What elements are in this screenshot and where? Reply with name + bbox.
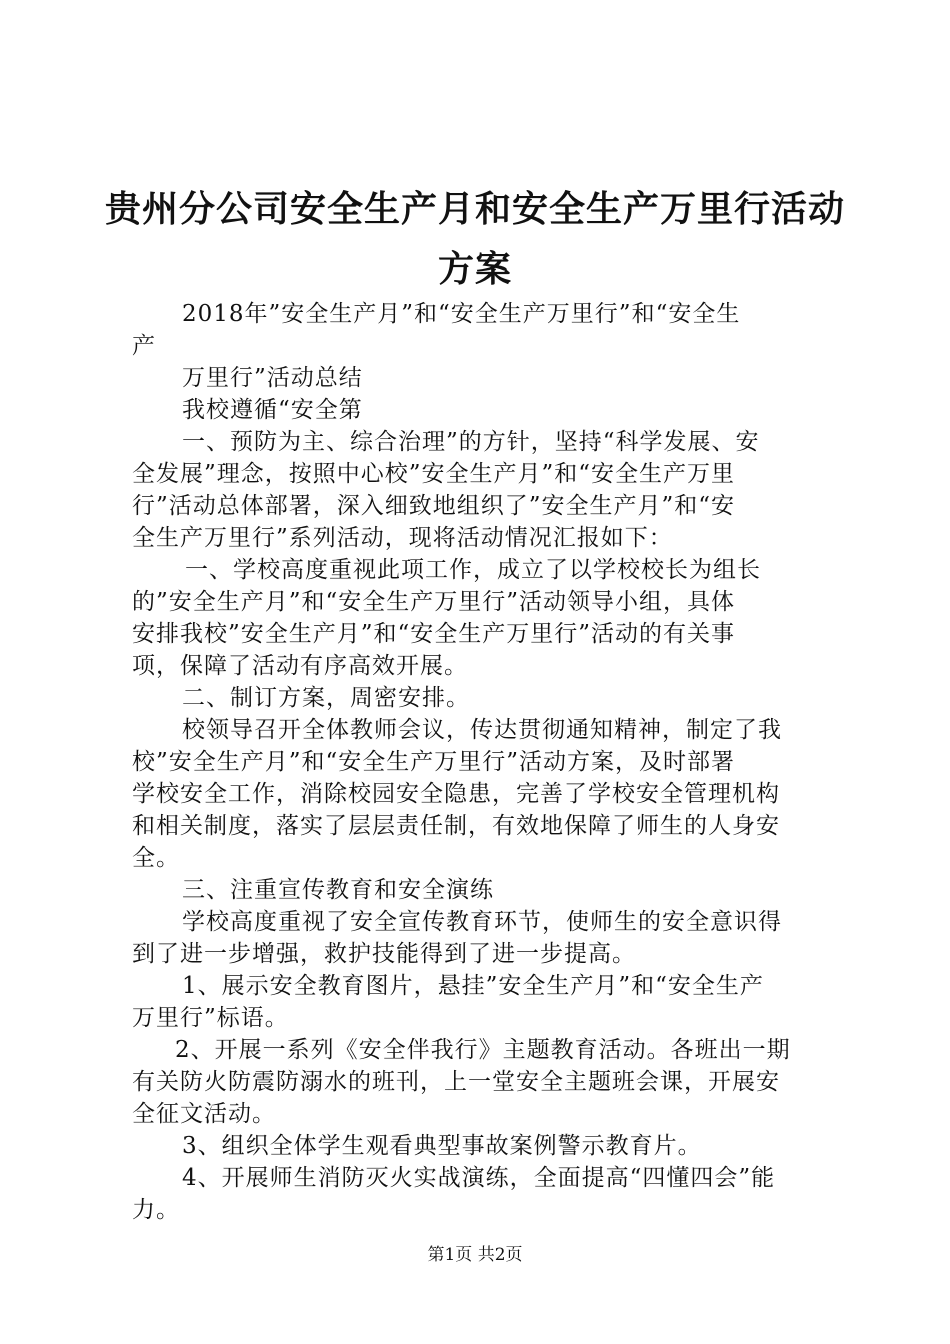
body-line: 一、学校高度重视此项工作，成立了以学校校长为组长 [185, 557, 761, 583]
body-line: 2018年”安全生产月”和“安全生产万里行”和“安全生 [182, 301, 741, 327]
body-line: 有关防火防震防溺水的班刊，上一堂安全主题班会课，开展安 [132, 1069, 780, 1095]
body-line: 安排我校”安全生产月”和“安全生产万里行”活动的有关事 [132, 621, 736, 647]
body-line: 我校遵循“安全第 [182, 397, 363, 423]
body-line: 三、注重宣传教育和安全演练 [182, 877, 494, 903]
document-title-line-1: 贵州分公司安全生产月和安全生产万里行活动 [104, 189, 845, 230]
body-line: 全征文活动。 [132, 1101, 276, 1127]
body-line: 学校安全工作，消除校园安全隐患，完善了学校安全管理机构 [132, 781, 780, 807]
body-line: 学校高度重视了安全宣传教育环节，使师生的安全意识得 [182, 909, 782, 935]
body-line: 全。 [132, 845, 180, 871]
body-line: 校领导召开全体教师会议，传达贯彻通知精神，制定了我 [182, 717, 782, 743]
body-line: 产 [132, 333, 156, 359]
body-line: 万里行”活动总结 [182, 365, 363, 391]
body-line: 万里行”标语。 [132, 1005, 289, 1031]
body-line: 全发展”理念，按照中心校”安全生产月”和“安全生产万里 [132, 461, 736, 487]
body-line: 项，保障了活动有序高效开展。 [132, 653, 468, 679]
body-line: 二、制订方案，周密安排。 [182, 685, 470, 711]
body-line: 到了进一步增强，救护技能得到了进一步提高。 [132, 941, 636, 967]
body-line: 的”安全生产月”和“安全生产万里行”活动领导小组，具体 [132, 589, 736, 615]
body-line: 2、开展一系列《安全伴我行》主题教育活动。各班出一期 [175, 1037, 791, 1063]
body-line: 力。 [132, 1197, 180, 1223]
body-line: 3、组织全体学生观看典型事故案例警示教育片。 [182, 1133, 702, 1159]
document-body [132, 298, 832, 1226]
body-line: 和相关制度，落实了层层责任制，有效地保障了师生的人身安 [132, 813, 780, 839]
page-footer: 第1页 共2页 [427, 1245, 523, 1265]
document-title-line-2: 方案 [437, 249, 512, 290]
body-line: 1、展示安全教育图片，悬挂”安全生产月”和“安全生产 [182, 973, 764, 999]
body-line: 校”安全生产月”和“安全生产万里行”活动方案，及时部署 [132, 749, 736, 775]
body-line: 一、预防为主、综合治理”的方针，坚持“科学发展、安 [182, 429, 760, 455]
body-line: 全生产万里行”系列活动，现将活动情况汇报如下： [132, 525, 673, 551]
body-line: 行”活动总体部署，深入细致地组织了”安全生产月”和“安 [132, 493, 736, 519]
body-line: 4、开展师生消防灭火实战演练，全面提高“四懂四会”能 [182, 1165, 776, 1191]
